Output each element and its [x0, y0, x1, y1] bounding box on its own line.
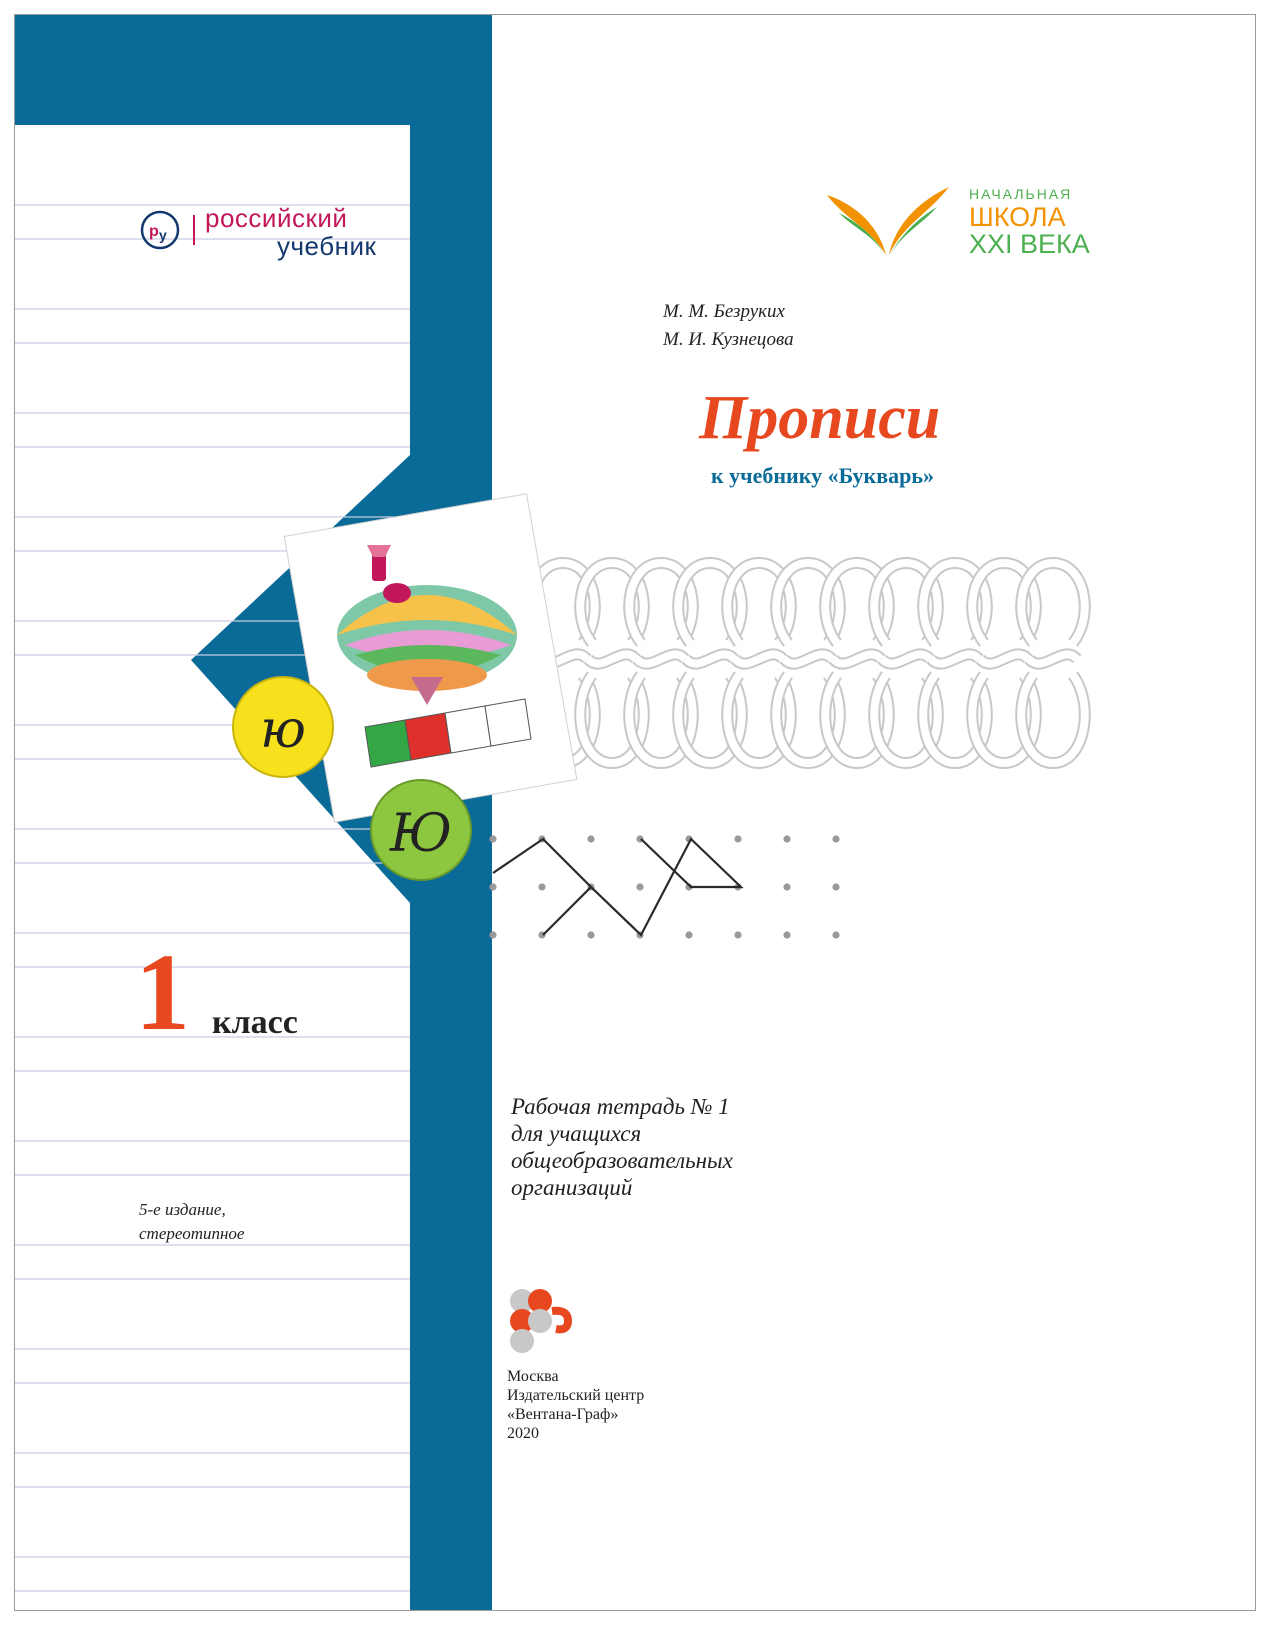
series-line1: НАЧАЛЬНАЯ — [969, 186, 1073, 202]
imprint-line: 2020 — [507, 1425, 539, 1442]
grid-dot — [587, 835, 594, 842]
ventana-graf-logo-icon — [508, 1289, 578, 1359]
edition-line: 5-е издание, — [139, 1200, 226, 1219]
grade-label: класс — [212, 1004, 298, 1041]
grid-dot — [783, 835, 790, 842]
imprint-line: Москва — [507, 1368, 559, 1385]
grade-number: 1 — [135, 931, 190, 1053]
workbook-line: для учащихся — [511, 1121, 642, 1146]
publisher-name-line2: учебник — [277, 231, 377, 261]
imprint-line: «Вентана-Граф» — [507, 1406, 619, 1423]
green-letter-badge — [371, 780, 471, 880]
book-subtitle: к учебнику «Букварь» — [711, 463, 934, 488]
book-title: Прописи — [699, 384, 941, 452]
grid-dot — [832, 835, 839, 842]
grid-dot — [685, 931, 692, 938]
grid-dot — [636, 883, 643, 890]
publisher-name-line1: российский — [205, 203, 348, 233]
badge-letter: ю — [260, 700, 306, 760]
zigzag-trace — [493, 839, 741, 935]
series-line3: XXI ВЕКА — [969, 229, 1090, 259]
grid-dot — [587, 931, 594, 938]
grid-dot — [832, 883, 839, 890]
grid-dot — [489, 931, 496, 938]
cursive-loops — [531, 563, 1085, 763]
grid-dot — [832, 931, 839, 938]
yellow-letter-badge — [233, 677, 333, 777]
grid-dot — [783, 931, 790, 938]
grid-dot — [783, 883, 790, 890]
dot-grid — [489, 835, 839, 938]
grid-dot — [538, 883, 545, 890]
series-line2: ШКОЛА — [969, 202, 1066, 232]
author-name: М. М. Безруких — [663, 301, 785, 322]
edition-line: стереотипное — [139, 1224, 245, 1243]
workbook-line: Рабочая тетрадь № 1 — [511, 1094, 730, 1119]
author-name: М. И. Кузнецова — [663, 329, 794, 350]
svg-text:р: р — [149, 223, 159, 240]
grid-dot — [734, 931, 741, 938]
grid-dot — [489, 835, 496, 842]
imprint-line: Издательский центр — [507, 1387, 645, 1404]
grid-dot — [734, 835, 741, 842]
svg-text:у: у — [159, 227, 167, 243]
grid-dot — [489, 883, 496, 890]
book-cover — [14, 14, 1256, 1611]
workbook-line: общеобразовательных — [511, 1148, 733, 1173]
publisher-imprint — [507, 1367, 644, 1443]
badge-letter: Ю — [389, 804, 453, 864]
workbook-line: организаций — [511, 1175, 633, 1200]
workbook-description — [511, 1093, 733, 1201]
